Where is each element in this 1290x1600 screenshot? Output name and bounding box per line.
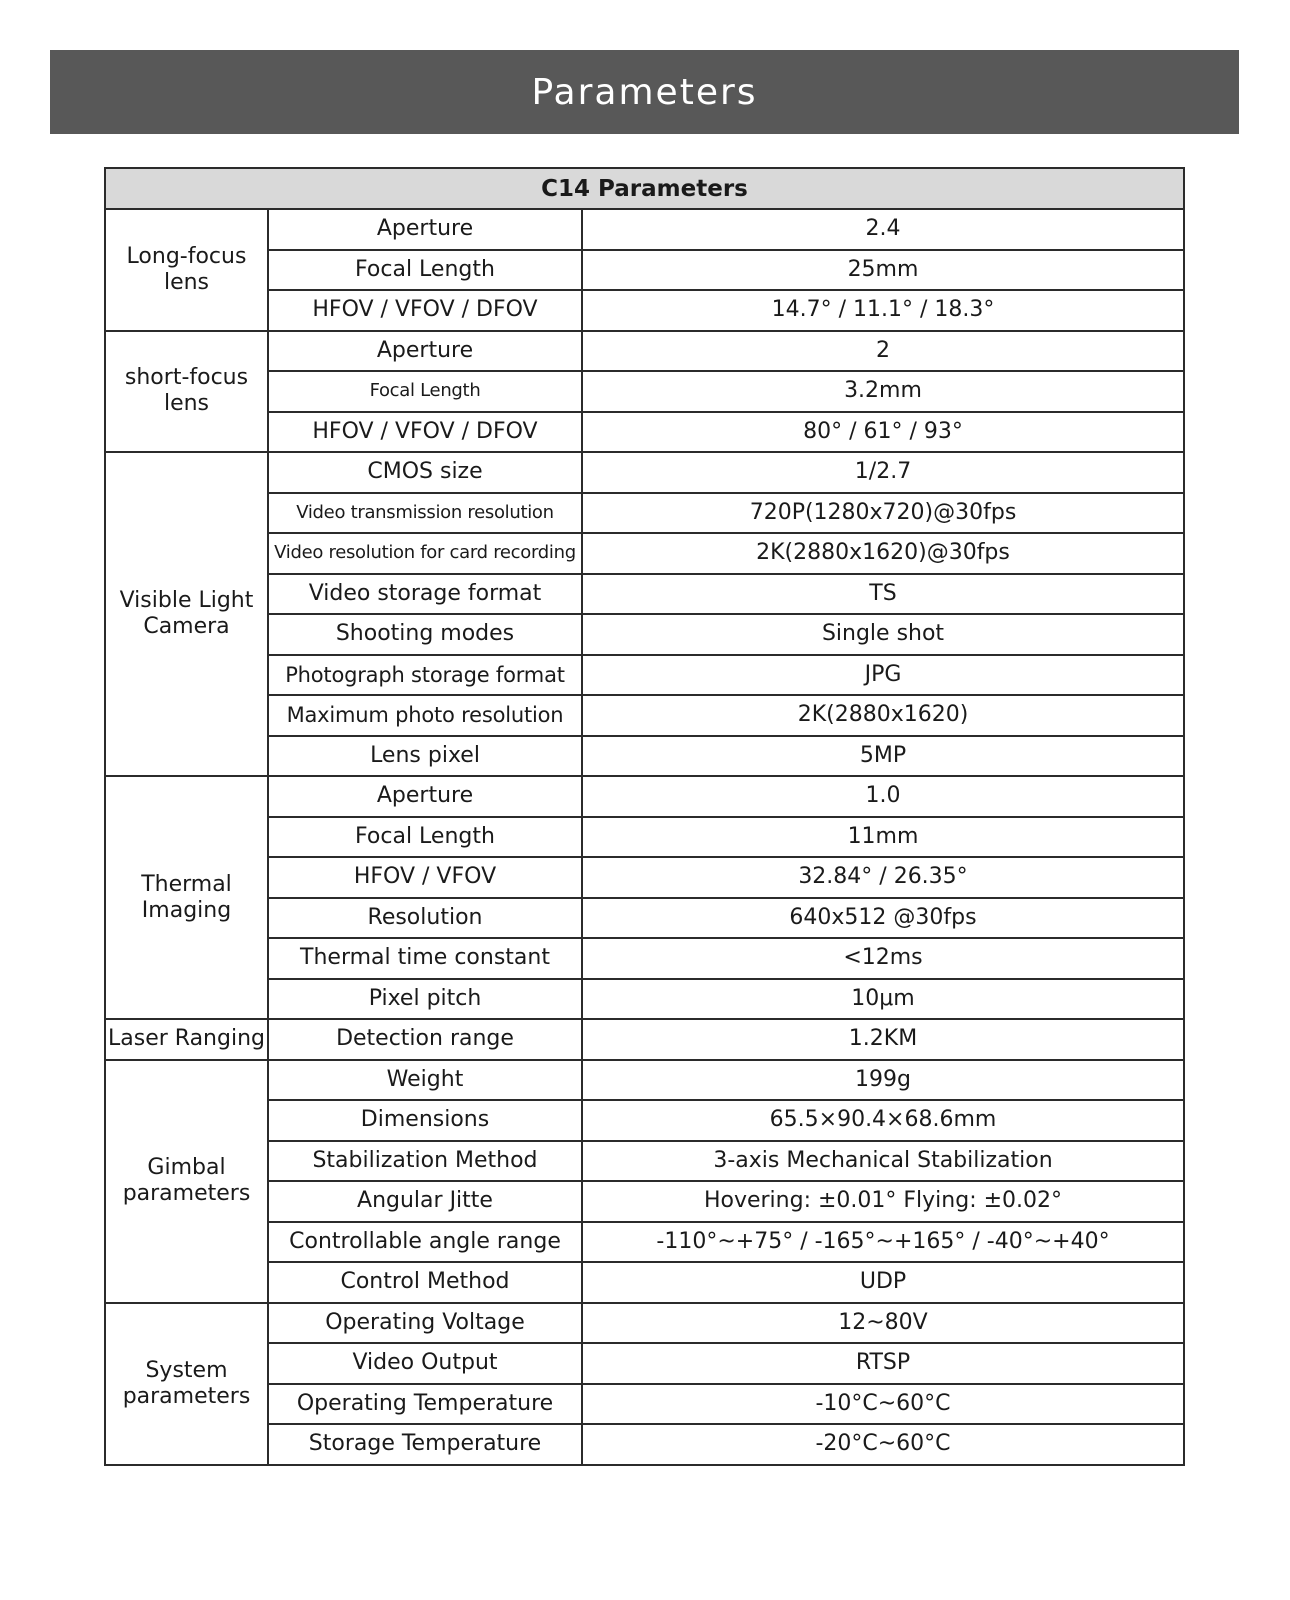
parameter-value: JPG	[582, 655, 1184, 696]
category-cell	[105, 776, 268, 1019]
parameter-name: Control Method	[268, 1262, 582, 1303]
parameter-name: Focal Length	[268, 817, 582, 858]
table-body	[105, 209, 1184, 1465]
parameter-value: 1.0	[582, 776, 1184, 817]
parameter-name: Aperture	[268, 209, 582, 250]
category-cell	[105, 452, 268, 776]
parameter-name: Aperture	[268, 331, 582, 372]
category-label: Gimbal parameters	[122, 1155, 251, 1206]
parameter-value: 1/2.7	[582, 452, 1184, 493]
parameter-value: 2	[582, 331, 1184, 372]
category-cell	[105, 209, 268, 331]
parameter-value: RTSP	[582, 1343, 1184, 1384]
parameter-value: 12~80V	[582, 1303, 1184, 1344]
parameter-name: HFOV / VFOV / DFOV	[268, 290, 582, 331]
category-label: System parameters	[122, 1357, 251, 1409]
parameter-value: 1.2KM	[582, 1019, 1184, 1060]
parameter-name: Video storage format	[268, 574, 582, 615]
parameter-name: Detection range	[268, 1019, 582, 1060]
category-cell	[105, 1060, 268, 1303]
table-row	[105, 331, 1184, 372]
category-cell	[105, 1303, 268, 1465]
parameter-name: Maximum photo resolution	[268, 695, 582, 736]
parameter-name: HFOV / VFOV / DFOV	[268, 412, 582, 453]
parameter-value: 25mm	[582, 250, 1184, 291]
parameter-value: UDP	[582, 1262, 1184, 1303]
table-header-row	[105, 168, 1184, 209]
parameter-value: 65.5×90.4×68.6mm	[582, 1100, 1184, 1141]
parameter-name: Dimensions	[268, 1100, 582, 1141]
parameter-value: -20°C~60°C	[582, 1424, 1184, 1465]
parameter-name: Lens pixel	[268, 736, 582, 777]
header-banner	[50, 50, 1239, 134]
parameter-value: -110°~+75° / -165°~+165° / -40°~+40°	[582, 1222, 1184, 1263]
parameter-value: 2.4	[582, 209, 1184, 250]
parameter-name: Pixel pitch	[268, 979, 582, 1020]
parameter-name: Angular Jitte	[268, 1181, 582, 1222]
parameter-name: CMOS size	[268, 452, 582, 493]
parameter-value: 14.7° / 11.1° / 18.3°	[582, 290, 1184, 331]
parameter-value: <12ms	[582, 938, 1184, 979]
parameter-value: 640x512 @30fps	[582, 898, 1184, 939]
parameter-name: Video transmission resolution	[268, 493, 582, 534]
category-cell	[105, 331, 268, 453]
parameter-value: -10°C~60°C	[582, 1384, 1184, 1425]
table-row	[105, 209, 1184, 250]
parameter-name: Video resolution for card recording	[268, 533, 582, 574]
category-label: short-focus lens	[124, 365, 249, 417]
parameters-table	[104, 167, 1185, 1466]
parameter-name: Shooting modes	[268, 614, 582, 655]
parameter-value: 720P(1280x720)@30fps	[582, 493, 1184, 534]
parameter-value: Single shot	[582, 614, 1184, 655]
table-row	[105, 1019, 1184, 1060]
parameter-value: 80° / 61° / 93°	[582, 412, 1184, 453]
parameter-value: 3.2mm	[582, 371, 1184, 412]
parameter-name: Resolution	[268, 898, 582, 939]
parameter-name: Operating Voltage	[268, 1303, 582, 1344]
parameter-name: Controllable angle range	[268, 1222, 582, 1263]
parameter-name: HFOV / VFOV	[268, 857, 582, 898]
table-row	[105, 1303, 1184, 1344]
parameter-name: Focal Length	[268, 371, 582, 412]
table-title: C14 Parameters	[105, 168, 1184, 209]
parameter-value: TS	[582, 574, 1184, 615]
table-row	[105, 452, 1184, 493]
parameter-value: 11mm	[582, 817, 1184, 858]
category-label: Long-focus lens	[126, 243, 247, 295]
parameter-name: Photograph storage format	[268, 655, 582, 696]
parameter-name: Operating Temperature	[268, 1384, 582, 1425]
parameter-name: Aperture	[268, 776, 582, 817]
parameter-value: Hovering: ±0.01° Flying: ±0.02°	[582, 1181, 1184, 1222]
parameter-name: Thermal time constant	[268, 938, 582, 979]
parameter-name: Storage Temperature	[268, 1424, 582, 1465]
parameter-name: Stabilization Method	[268, 1141, 582, 1182]
category-label: Laser Ranging	[108, 1026, 265, 1052]
parameter-value: 2K(2880x1620)	[582, 695, 1184, 736]
parameter-name: Weight	[268, 1060, 582, 1101]
parameter-name: Focal Length	[268, 250, 582, 291]
parameter-value: 3-axis Mechanical Stabilization	[582, 1141, 1184, 1182]
category-cell	[105, 1019, 268, 1060]
table-row	[105, 776, 1184, 817]
parameter-value: 5MP	[582, 736, 1184, 777]
parameter-value: 10μm	[582, 979, 1184, 1020]
category-label: Thermal Imaging	[141, 871, 232, 923]
category-label: Visible Light Camera	[119, 588, 254, 639]
parameter-value: 2K(2880x1620)@30fps	[582, 533, 1184, 574]
table-row	[105, 1060, 1184, 1101]
parameter-value: 32.84° / 26.35°	[582, 857, 1184, 898]
parameter-name: Video Output	[268, 1343, 582, 1384]
page-title: Parameters	[531, 71, 758, 113]
parameter-value: 199g	[582, 1060, 1184, 1101]
